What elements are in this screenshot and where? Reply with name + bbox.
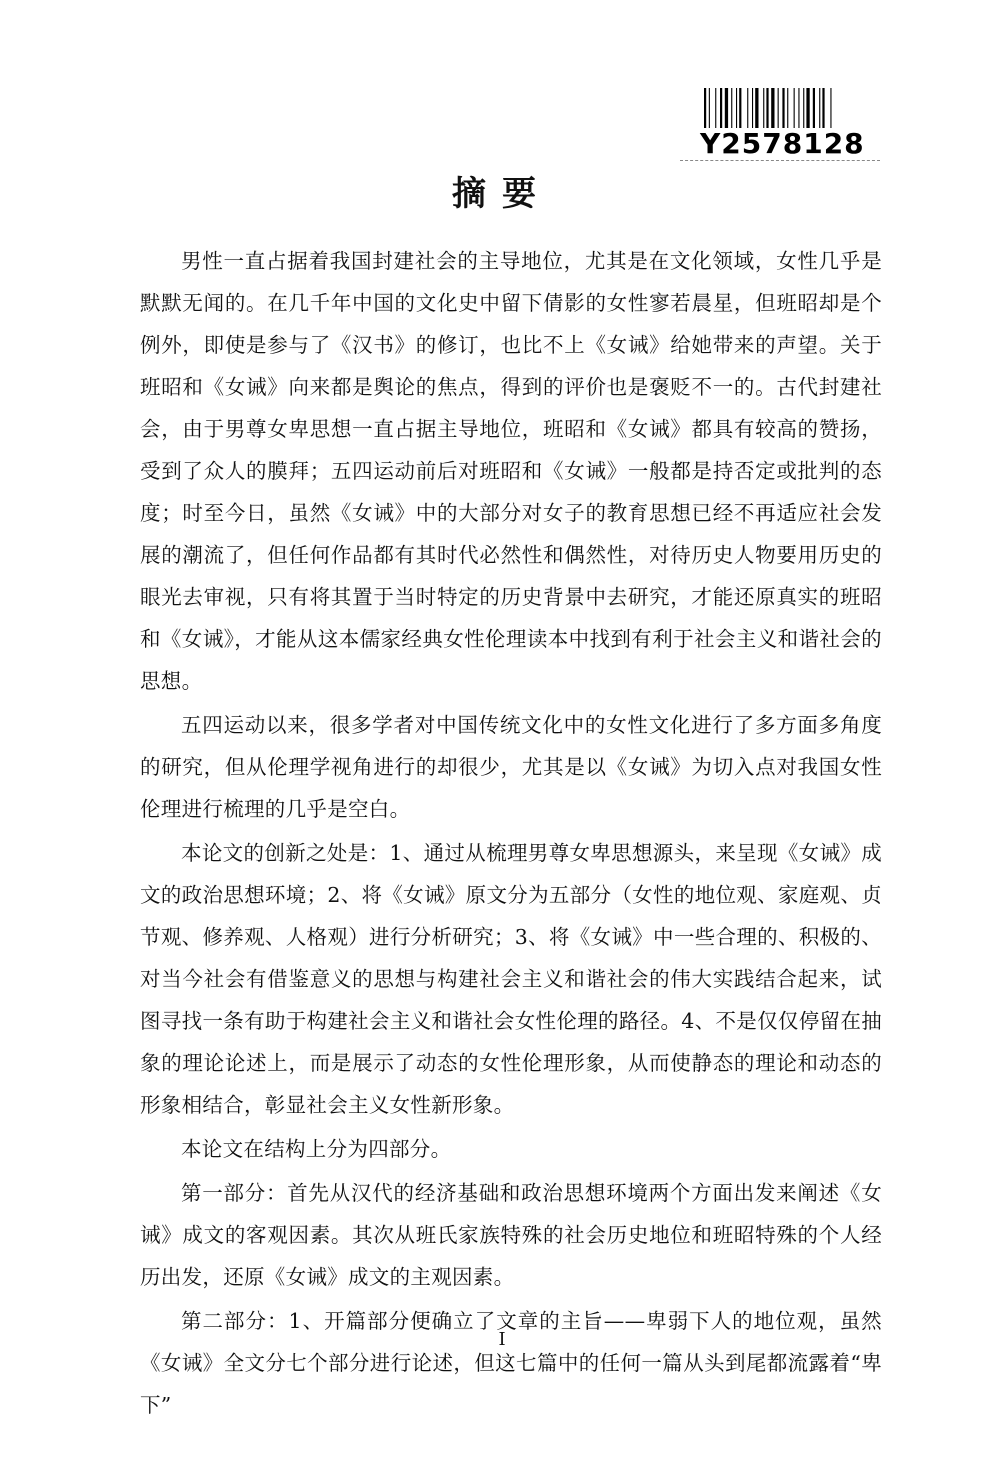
scan-artifact-line — [680, 160, 880, 163]
barcode-bars — [704, 88, 868, 128]
barcode — [700, 88, 872, 160]
paragraph: 第一部分：首先从汉代的经济基础和政治思想环境两个方面出发来阐述《女诫》成文的客观因素。其次从班氏家族特殊的社会历史地位和班昭特殊的个人经历出发，还原《女诫》成文的主观因素。 — [140, 1181, 882, 1289]
page-number: I — [498, 1329, 506, 1350]
paragraph: 第二部分：1、开篇部分便确立了文章的主旨——卑弱下人的地位观，虽然《女诫》全文分七个部分进行论述，但这七篇中的任何一篇从头到尾都流露着“卑下” — [140, 1309, 882, 1417]
barcode-code: Y2578128 — [700, 127, 865, 160]
page-title: 摘要 — [452, 174, 552, 214]
abstract-body — [140, 240, 882, 1428]
paragraph: 本论文在结构上分为四部分。 — [181, 1137, 452, 1161]
paragraph: 男性一直占据着我国封建社会的主导地位，尤其是在文化领域，女性几乎是默默无闻的。在几千年中国的文化史中留下倩影的女性寥若晨星，但班昭却是个例外，即使是参与了《汉书》的修订，也比不上《女诫》给她带来的声望。关于班昭和《女诫》向来都是舆论的焦点，得到的评价也是褒贬不一的。古代封建社会，由于男尊女卑思想一直占据主导地位，班昭和《女诫》都具有较高的赞扬，受到了众人的膜拜；五四运动前后对班昭和《女诫》一般都是持否定或批判的态度；时至今日，虽然《女诫》中的大部分对女子的教育思想已经不再适应社会发展的潮流了，但任何作品都有其时代必然性和偶然性，对待历史人物要用历史的眼光去审视，只有将其置于当时特定的历史背景中去研究，才能还原真实的班昭和《女诫》，才能从这本儒家经典女性伦理读本中找到有利于社会主义和谐社会的思想。 — [140, 249, 882, 693]
paragraph: 五四运动以来，很多学者对中国传统文化中的女性文化进行了多方面多角度的研究，但从伦理学视角进行的却很少，尤其是以《女诫》为切入点对我国女性伦理进行梳理的几乎是空白。 — [140, 713, 882, 821]
paragraph: 本论文的创新之处是：1、通过从梳理男尊女卑思想源头，来呈现《女诫》成文的政治思想环境；2、将《女诫》原文分为五部分（女性的地位观、家庭观、贞节观、修养观、人格观）进行分析研究；3、将《女诫》中一些合理的、积极的、对当今社会有借鉴意义的思想与构建社会主义和谐社会的伟大实践结合起来，试图寻找一条有助于构建社会主义和谐社会女性伦理的路径。4、不是仅仅停留在抽象的理论论述上，而是展示了动态的女性伦理形象，从而使静态的理论和动态的形象相结合，彰显社会主义女性新形象。 — [140, 841, 882, 1117]
